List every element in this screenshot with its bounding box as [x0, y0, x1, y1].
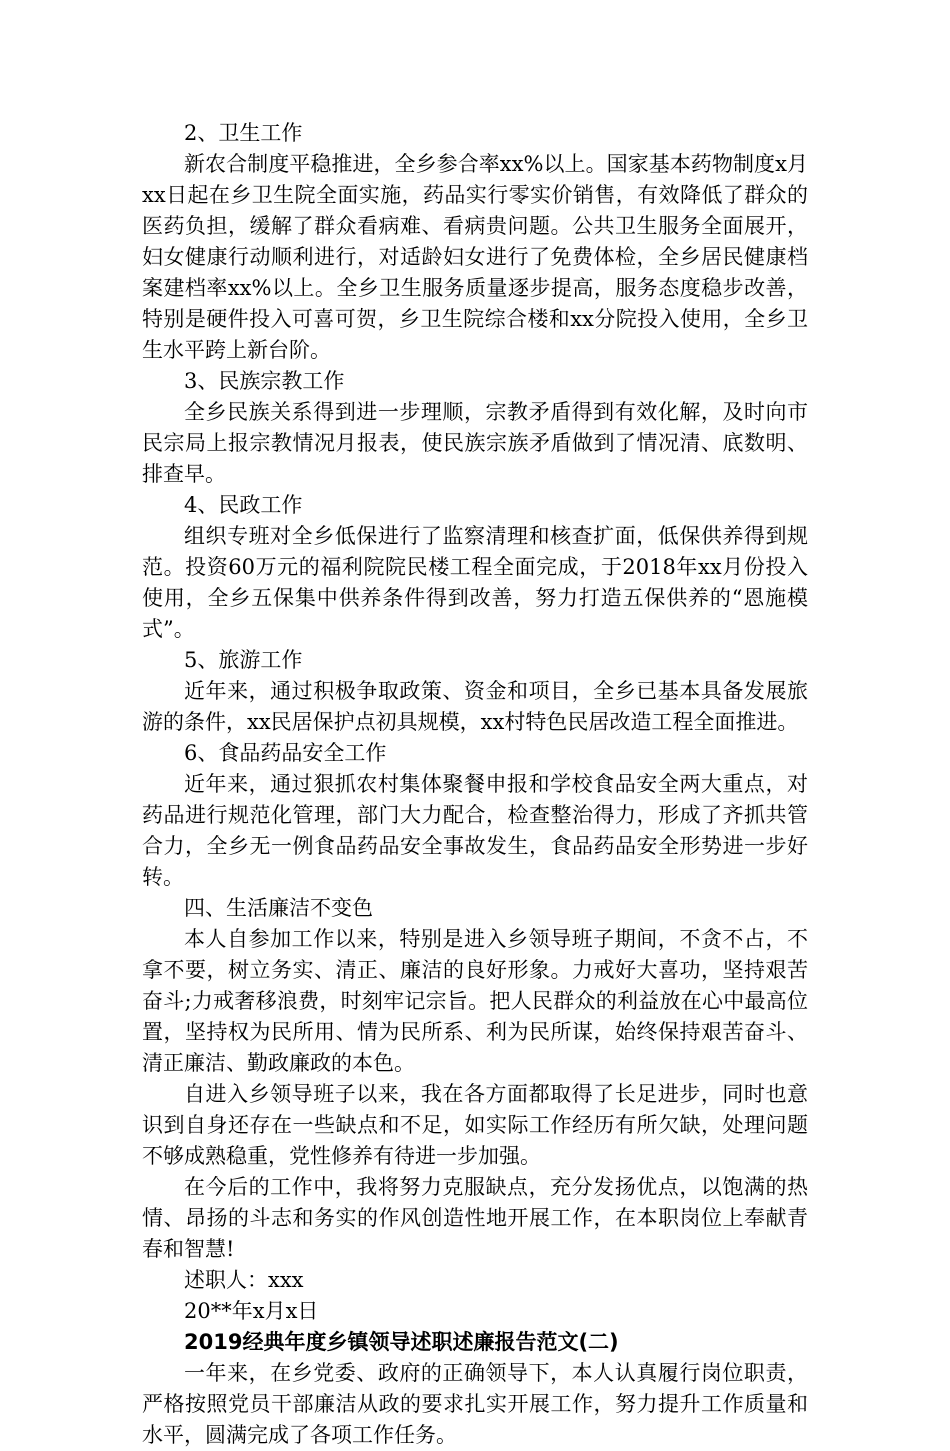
- paragraph-future-work: 在今后的工作中，我将努力克服缺点，充分发扬优点，以饱满的热情、昂扬的斗志和务实的作风创造性地开展工作，在本职岗位上奉献青春和智慧!: [142, 1175, 808, 1261]
- paragraph-health: 新农合制度平稳推进，全乡参合率xx%以上。国家基本药物制度x月xx日起在乡卫生院全面实施，药品实行零实价销售，有效降低了群众的医药负担，缓解了群众看病难、看病贵问题。公共卫生服务全面展开，妇女健康行动顺利进行，对适龄妇女进行了免费体检，全乡居民健康档案建档率xx%以上。全乡卫生服务质量逐步提高，服务态度稳步改善，特别是硬件投入可喜可贺，乡卫生院综合楼和xx分院投入使用，全乡卫生水平跨上新台阶。: [142, 152, 808, 362]
- section-heading-food-drug-safety: 6、食品药品安全工作: [184, 741, 387, 765]
- document-page: [142, 118, 808, 1451]
- paragraph-civil-affairs: 组织专班对全乡低保进行了监察清理和核查扩面，低保供养得到规范。投资60万元的福利院院民楼工程全面完成，于2018年xx月份投入使用，全乡五保集中供养条件得到改善，努力打造五保供养的“恩施模式”。: [142, 524, 808, 641]
- section-heading-health: 2、卫生工作: [184, 121, 303, 145]
- section-heading-civil-affairs: 4、民政工作: [184, 493, 303, 517]
- paragraph-intro-part-two: 一年来，在乡党委、政府的正确领导下，本人认真履行岗位职责，严格按照党员干部廉洁从政的要求扎实开展工作，努力提升工作质量和水平，圆满完成了各项工作任务。: [142, 1361, 808, 1447]
- article-title-part-two: 2019经典年度乡镇领导述职述廉报告范文(二): [184, 1330, 619, 1354]
- paragraph-ethnic-religion: 全乡民族关系得到进一步理顺，宗教矛盾得到有效化解，及时向市民宗局上报宗教情况月报表，使民族宗族矛盾做到了情况清、底数明、排查早。: [142, 400, 808, 486]
- section-heading-integrity: 四、生活廉洁不变色: [184, 896, 373, 920]
- paragraph-food-drug-safety: 近年来，通过狠抓农村集体聚餐申报和学校食品安全两大重点，对药品进行规范化管理，部门大力配合，检查整治得力，形成了齐抓共管合力，全乡无一例食品药品安全事故发生，食品药品安全形势进一步好转。: [142, 772, 808, 889]
- section-heading-tourism: 5、旅游工作: [184, 648, 303, 672]
- paragraph-self-assessment: 自进入乡领导班子以来，我在各方面都取得了长足进步，同时也意识到自身还存在一些缺点和不足，如实际工作经历有所欠缺，处理问题不够成熟稳重，党性修养有待进一步加强。: [142, 1082, 808, 1168]
- paragraph-integrity: 本人自参加工作以来，特别是进入乡领导班子期间，不贪不占，不拿不要，树立务实、清正、廉洁的良好形象。力戒好大喜功，坚持艰苦奋斗;力戒奢移浪费，时刻牢记宗旨。把人民群众的利益放在心中最高位置，坚持权为民所用、情为民所系、利为民所谋，始终保持艰苦奋斗、清正廉洁、勤政廉政的本色。: [142, 927, 808, 1075]
- paragraph-tourism: 近年来，通过积极争取政策、资金和项目，全乡已基本具备发展旅游的条件，xx民居保护点初具规模，xx村特色民居改造工程全面推进。: [142, 679, 808, 734]
- section-heading-ethnic-religion: 3、民族宗教工作: [184, 369, 345, 393]
- reporter-signature: 述职人：xxx: [184, 1268, 304, 1292]
- report-date: 20**年x月x日: [184, 1299, 319, 1323]
